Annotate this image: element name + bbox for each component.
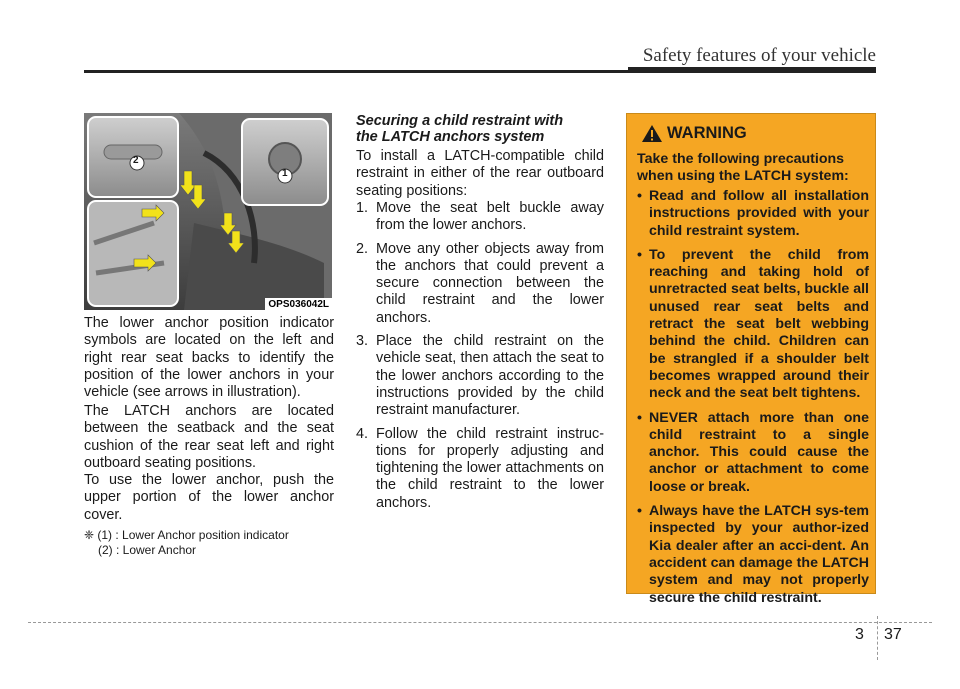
warning-box	[626, 113, 876, 606]
step-number: 4.	[356, 425, 369, 442]
callout-1: 1	[282, 168, 288, 179]
footer-rule	[28, 622, 932, 623]
step-number: 1.	[356, 200, 369, 216]
left-paragraph-2: The LATCH anchors are located between the seatback and the seat cushion of the rear seat left and right outboard seating positions.	[84, 403, 334, 471]
section-title	[356, 113, 606, 145]
seat-anchor-illustration	[84, 113, 332, 310]
warning-item	[637, 503, 869, 607]
steps-list	[356, 200, 604, 518]
section-title-line-1: Securing a child restraint with	[356, 113, 564, 129]
warning-item	[637, 247, 869, 403]
figure-note	[84, 528, 334, 558]
warning-header	[641, 124, 747, 143]
seat-photo	[84, 113, 332, 310]
callout-2: 2	[133, 155, 139, 166]
warning-item	[637, 188, 869, 240]
step-item	[356, 333, 604, 419]
bullet: •	[637, 188, 642, 204]
warning-item-text: Always have the LATCH sys-tem inspected by your author-ized Kia dealer after an acci-dent. An accident can damage the LATCH system and may not properly secure the child restraint.	[649, 503, 869, 606]
step-number: 2.	[356, 240, 369, 257]
step-text: Place the child restraint on the vehicle seat, then attach the seat to the lower anchors according to the instructions provided by the child restraint manufacturer.	[376, 333, 604, 419]
step-text: Follow the child restraint instruc-tions for properly adjusting and tightening the lower attachments on the child restraint to the lower anchors.	[376, 425, 604, 511]
note-line-1: ❈ (1) : Lower Anchor position indicator	[84, 528, 289, 542]
page-header-title: Safety features of your vehicle	[642, 45, 876, 66]
warning-item-text: NEVER attach more than one child restraint to a single anchor. This could cause the anchor or attachment to come loose or break.	[649, 409, 869, 495]
figure-code: OPS036042L	[265, 298, 332, 310]
step-number: 3.	[356, 333, 369, 350]
middle-intro: To install a LATCH-compatible child restraint in either of the rear outboard seating positions:	[356, 148, 604, 199]
page-number: 37	[884, 626, 902, 643]
step-item	[356, 426, 604, 512]
page-number-separator	[877, 616, 878, 660]
step-item	[356, 200, 604, 235]
left-paragraph-3: To use the lower anchor, push the upper portion of the lower anchor cover.	[84, 472, 334, 523]
bullet: •	[637, 503, 642, 520]
warning-item	[637, 410, 869, 496]
warning-intro: Take the following precautions when using the LATCH system:	[637, 151, 849, 185]
step-text: Move any other objects away from the anchors that could prevent a secure connection between the child restraint and the lower anchors.	[376, 240, 604, 326]
warning-list	[637, 188, 869, 614]
step-item	[356, 241, 604, 327]
bullet: •	[637, 409, 642, 426]
warning-triangle-icon	[641, 124, 663, 143]
header-rule-accent	[628, 67, 876, 73]
bullet: •	[637, 246, 642, 263]
warning-title: WARNING	[667, 124, 747, 142]
step-text: Move the seat belt buckle away from the lower anchors.	[376, 200, 604, 234]
left-paragraph-1: The lower anchor position indicator symbols are located on the left and right rear seat backs to identify the position of the lower anchors in your vehicle (see arrows in illustration).	[84, 315, 334, 401]
note-line-2: (2) : Lower Anchor	[98, 543, 197, 557]
section-title-line-2: the LATCH anchors system	[356, 129, 545, 145]
warning-item-text: Read and follow all installation instructions provided with your child restraint system.	[649, 188, 869, 239]
warning-item-text: To prevent the child from reaching and taking hold of unretracted seat belts, buckle all unused rear seat belts and retract the seat belt webbing behind the child. Children can be strangled if a shoulder belt becomes wrapped around their neck and the seat belt tightens.	[649, 246, 869, 402]
chapter-number: 3	[855, 626, 864, 643]
